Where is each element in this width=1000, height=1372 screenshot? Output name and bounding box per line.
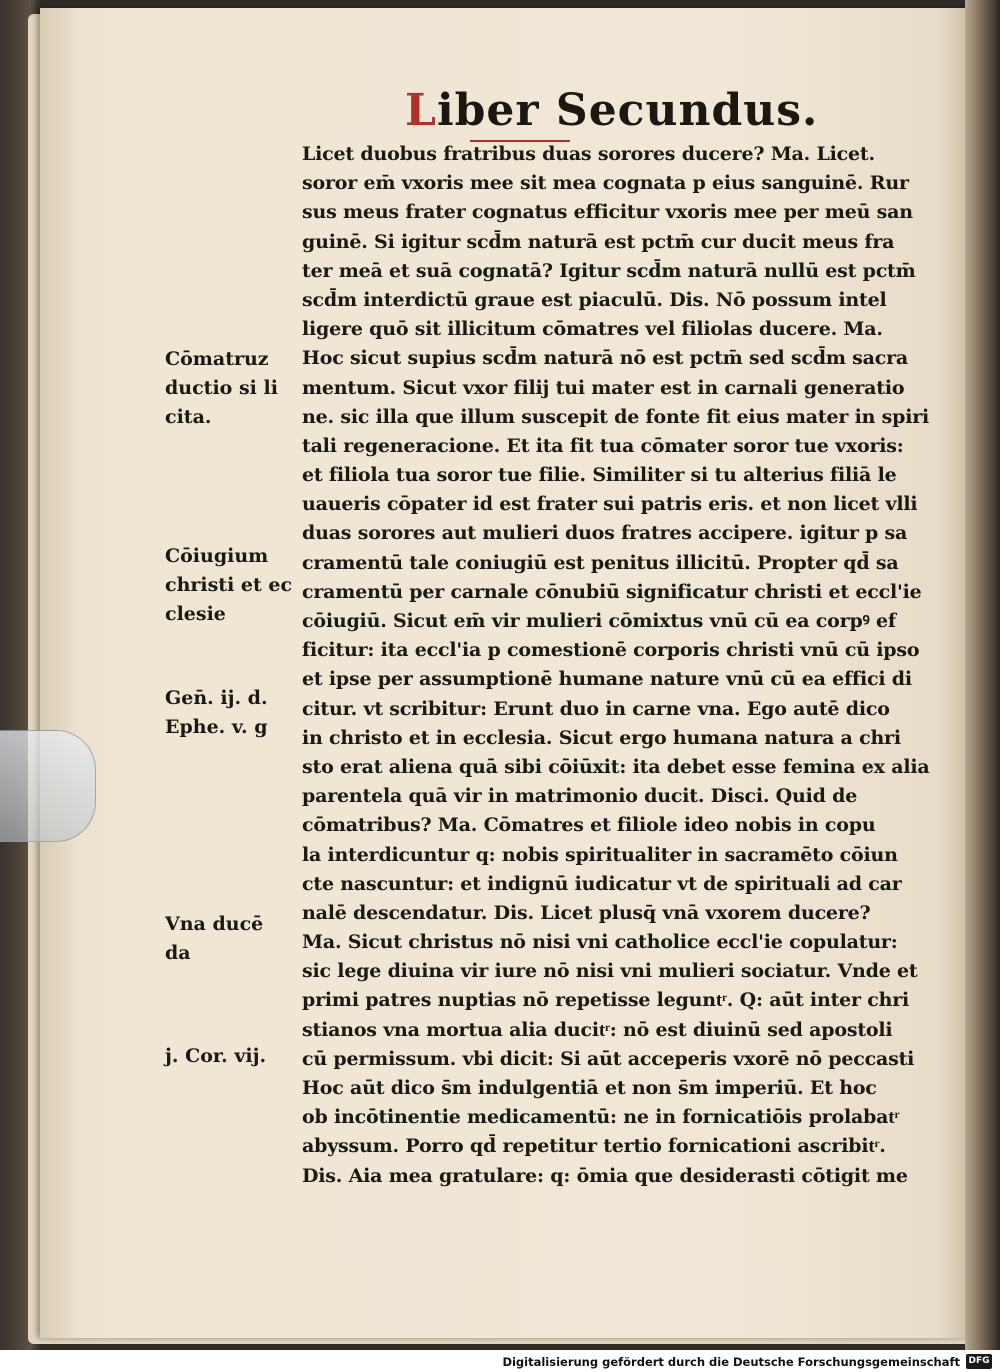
dfg-logo: DFG — [966, 1354, 992, 1369]
margin-note-line: Cōmatruz — [165, 348, 269, 370]
margin-note-line: Vna ducē — [165, 913, 264, 935]
text-line: et ipse per assumptionē humane nature vnū cū ea effici di — [302, 668, 912, 691]
plastic-bookmark — [0, 730, 96, 842]
text-line: cramentū per carnale cōnubiū significatur christi et eccl'ie — [302, 580, 922, 603]
text-line: cōmatribus? Ma. Cōmatres et filiole ideo nobis in copu — [302, 814, 876, 837]
heading-initial: L — [405, 85, 437, 136]
text-line: ligere quō sit illicitum cōmatres vel filiolas ducere. Ma. — [302, 318, 883, 341]
margin-note-commatrum — [165, 345, 300, 433]
text-line: sus meus frater cognatus efficitur vxoris mee per meū san — [302, 201, 913, 224]
text-line: stianos vna mortua alia ducitͬ: nō est diuinū sed apostoli — [302, 1018, 893, 1041]
digitization-credit: Digitalisierung gefördert durch die Deutsche Forschungsgemeinschaft — [502, 1355, 960, 1369]
bleed-through-text — [190, 180, 198, 206]
text-line: mentum. Sicut vxor filij tui mater est in carnali generatio — [302, 376, 905, 399]
text-line: citur. vt scribitur: Erunt duo in carne vna. Ego autē dico — [302, 697, 890, 720]
text-line: duas sorores aut mulieri duos fratres accipere. igitur p sa — [302, 522, 908, 545]
main-text-block — [302, 140, 932, 1191]
text-line: cōiugiū. Sicut em̄ vir mulieri cōmixtus vnū cū ea corpꝰ ef — [302, 610, 896, 632]
text-line: ficitur: ita eccl'ia p comestionē corporis christi vnū cū ipso — [302, 639, 920, 662]
margin-note-line: Gen̄. ij. d. — [165, 687, 268, 709]
text-line: sto erat aliena quā sibi cōiūxit: ita debet esse femina ex alia — [302, 755, 930, 778]
margin-note-line: Ephe. v. g — [165, 716, 268, 739]
book-gutter — [965, 0, 1000, 1372]
margin-note-line: cita. — [165, 406, 212, 429]
text-line: nalē descendatur. Dis. Licet plusq̄ vnā vxorem ducere? — [302, 901, 871, 924]
margin-note-line: ductio si li — [165, 377, 278, 400]
text-line: la interdicuntur q: nobis spiritualiter in sacramēto cōiun — [302, 843, 898, 866]
text-line: abyssum. Porro qd̄ repetitur tertio fornicationi ascribitͬ. — [302, 1135, 886, 1158]
margin-note-corinthians — [165, 1042, 300, 1071]
text-line: tali regeneracione. Et ita fit tua cōmater soror tue vxoris: — [302, 434, 904, 457]
text-line: scd̄m interdictū graue est piaculū. Dis. Nō possum intel — [302, 288, 887, 311]
heading-rest: iber Secundus. — [436, 85, 819, 136]
text-line: uaueris cōpater id est frater sui patris eris. et non licet vlli — [302, 493, 918, 516]
text-line: et filiola tua soror tue filie. Similiter si tu alterius filiā le — [302, 464, 897, 487]
footer-bar — [0, 1350, 1000, 1372]
text-line: ob incōtinentie medicamentū: ne in fornicatiōis prolabatͬ — [302, 1106, 900, 1129]
text-line: cramentū tale coniugiū est penitus illicitū. Propter qd̄ sa — [302, 551, 899, 574]
text-line: Ma. Sicut christus nō nisi vni catholice eccl'ie copulatur: — [302, 931, 898, 954]
text-line: Hoc sicut supius scd̄m naturā nō est pctm̄ sed scd̄m sacra — [302, 347, 909, 370]
margin-note-line: j. Cor. vij. — [165, 1045, 267, 1067]
text-line: Licet duobus fratribus duas sorores ducere? Ma. Licet. — [302, 143, 875, 165]
text-line: ter meā et suā cognatā? Igitur scd̄m naturā nullū est pctm̄ — [302, 259, 916, 282]
text-line: primi patres nuptias nō repetisse leguntͬ. Q: aūt inter chri — [302, 989, 910, 1012]
text-line: ne. sic illa que illum suscepit de fonte fit eius mater in spiri — [302, 405, 930, 428]
text-line: soror em̄ vxoris mee sit mea cognata p eius sanguinē. Rur — [302, 172, 909, 195]
text-line: parentela quā vir in matrimonio ducit. Disci. Quid de — [302, 785, 858, 808]
margin-note-line: da — [165, 942, 191, 965]
text-line: guinē. Si igitur scd̄m naturā est pctm̄ cur ducit meus fra — [302, 230, 895, 253]
text-line: cte nascuntur: et indignū iudicatur vt de spirituali ad car — [302, 872, 902, 895]
text-line: in christo et in ecclesia. Sicut ergo humana natura a chri — [302, 726, 901, 749]
margin-note-genesis — [165, 684, 300, 742]
text-line: Dis. Aia mea gratulare: q: ōmia que desiderasti cōtigit me — [302, 1164, 908, 1187]
text-line: cū permissum. vbi dicit: Si aūt acceperis vxorē nō peccasti — [302, 1047, 915, 1070]
text-line: Hoc aūt dico s̄m indulgentiā et non s̄m imperiū. Et hoc — [302, 1077, 877, 1099]
margin-note-coniugium — [165, 542, 300, 630]
margin-note-una-ducenda — [165, 910, 300, 968]
margin-note-line: Cōiugium — [165, 545, 269, 567]
margin-note-line: christi et ec — [165, 574, 293, 597]
page-heading — [405, 85, 818, 145]
text-line: sic lege diuina vir iure nō nisi vni mulieri sociatur. Vnde et — [302, 960, 918, 983]
margin-note-line: clesie — [165, 603, 226, 626]
